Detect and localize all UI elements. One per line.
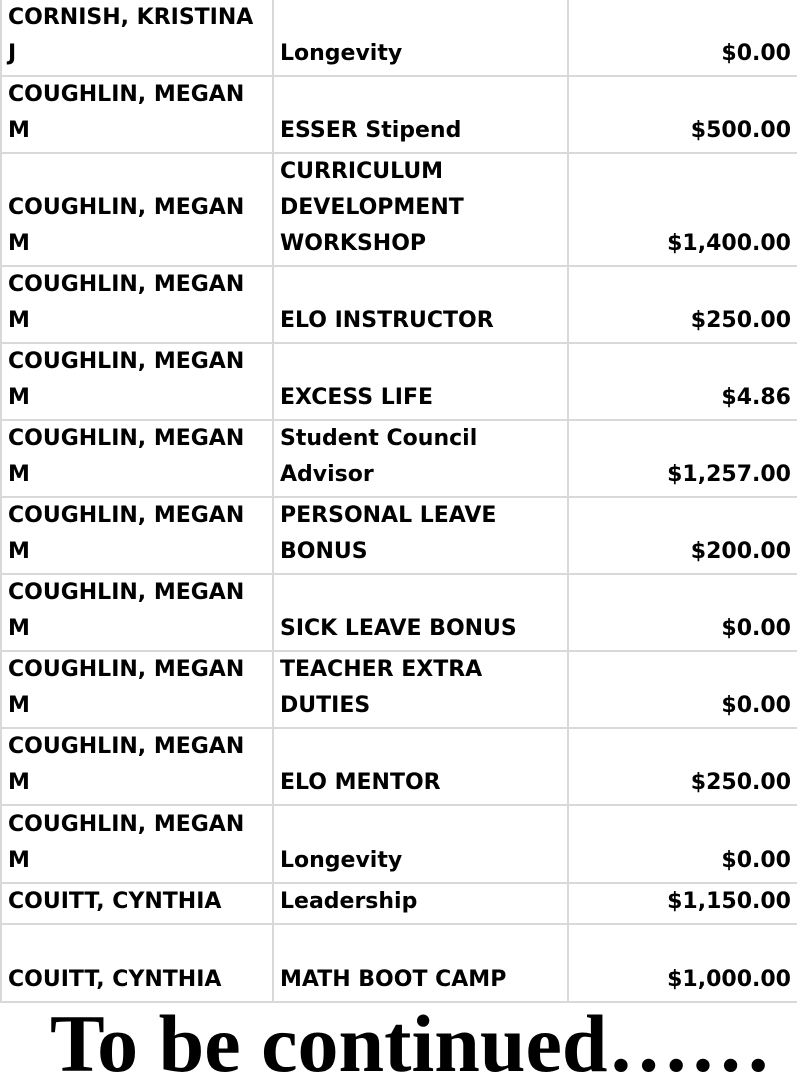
table-row <box>1 497 797 574</box>
employee-name-cell: COUGHLIN, MEGAN M <box>1 76 273 153</box>
table-row <box>1 343 797 420</box>
employee-name-cell: COUGHLIN, MEGAN M <box>1 343 273 420</box>
stipend-type-cell: Longevity <box>273 0 568 76</box>
stipend-type-cell: EXCESS LIFE <box>273 343 568 420</box>
amount-cell: $0.00 <box>568 805 797 883</box>
amount-cell: $500.00 <box>568 76 797 153</box>
employee-name-cell: COUGHLIN, MEGAN M <box>1 497 273 574</box>
employee-name-cell: COUGHLIN, MEGAN M <box>1 420 273 497</box>
stipend-type-cell: ELO MENTOR <box>273 728 568 805</box>
amount-cell: $250.00 <box>568 266 797 343</box>
table-row <box>1 0 797 76</box>
table-row <box>1 153 797 266</box>
employee-name-cell: COUGHLIN, MEGAN M <box>1 153 273 266</box>
stipend-type-cell: SICK LEAVE BONUS <box>273 574 568 651</box>
stipend-type-cell: MATH BOOT CAMP <box>273 924 568 1002</box>
amount-cell: $0.00 <box>568 651 797 728</box>
to-be-continued-text: To be continued…… <box>50 998 772 1080</box>
stipend-type-cell: Student Council Advisor <box>273 420 568 497</box>
table-row <box>1 76 797 153</box>
stipend-type-cell: PERSONAL LEAVE BONUS <box>273 497 568 574</box>
table-row <box>1 728 797 805</box>
stipend-type-cell: ELO INSTRUCTOR <box>273 266 568 343</box>
stipend-type-cell: ESSER Stipend <box>273 76 568 153</box>
employee-name-cell: CORNISH, KRISTINA J <box>1 0 273 76</box>
table-row <box>1 651 797 728</box>
amount-cell: $1,150.00 <box>568 883 797 924</box>
employee-name-cell: COUITT, CYNTHIA <box>1 924 273 1002</box>
amount-cell: $1,000.00 <box>568 924 797 1002</box>
amount-cell: $0.00 <box>568 574 797 651</box>
table-row <box>1 883 797 924</box>
amount-cell: $1,400.00 <box>568 153 797 266</box>
employee-name-cell: COUITT, CYNTHIA <box>1 883 273 924</box>
stipend-type-cell: Leadership <box>273 883 568 924</box>
table-row <box>1 266 797 343</box>
stipend-type-cell: CURRICULUM DEVELOPMENT WORKSHOP <box>273 153 568 266</box>
stipend-table-body <box>1 0 797 1002</box>
table-row <box>1 924 797 1002</box>
amount-cell: $4.86 <box>568 343 797 420</box>
amount-cell: $200.00 <box>568 497 797 574</box>
table-row <box>1 805 797 883</box>
amount-cell: $0.00 <box>568 0 797 76</box>
amount-cell: $1,257.00 <box>568 420 797 497</box>
stipend-type-cell: TEACHER EXTRA DUTIES <box>273 651 568 728</box>
table-row <box>1 420 797 497</box>
employee-name-cell: COUGHLIN, MEGAN M <box>1 728 273 805</box>
employee-name-cell: COUGHLIN, MEGAN M <box>1 266 273 343</box>
stipend-type-cell: Longevity <box>273 805 568 883</box>
amount-cell: $250.00 <box>568 728 797 805</box>
employee-name-cell: COUGHLIN, MEGAN M <box>1 651 273 728</box>
employee-name-cell: COUGHLIN, MEGAN M <box>1 805 273 883</box>
employee-name-cell: COUGHLIN, MEGAN M <box>1 574 273 651</box>
table-row <box>1 574 797 651</box>
